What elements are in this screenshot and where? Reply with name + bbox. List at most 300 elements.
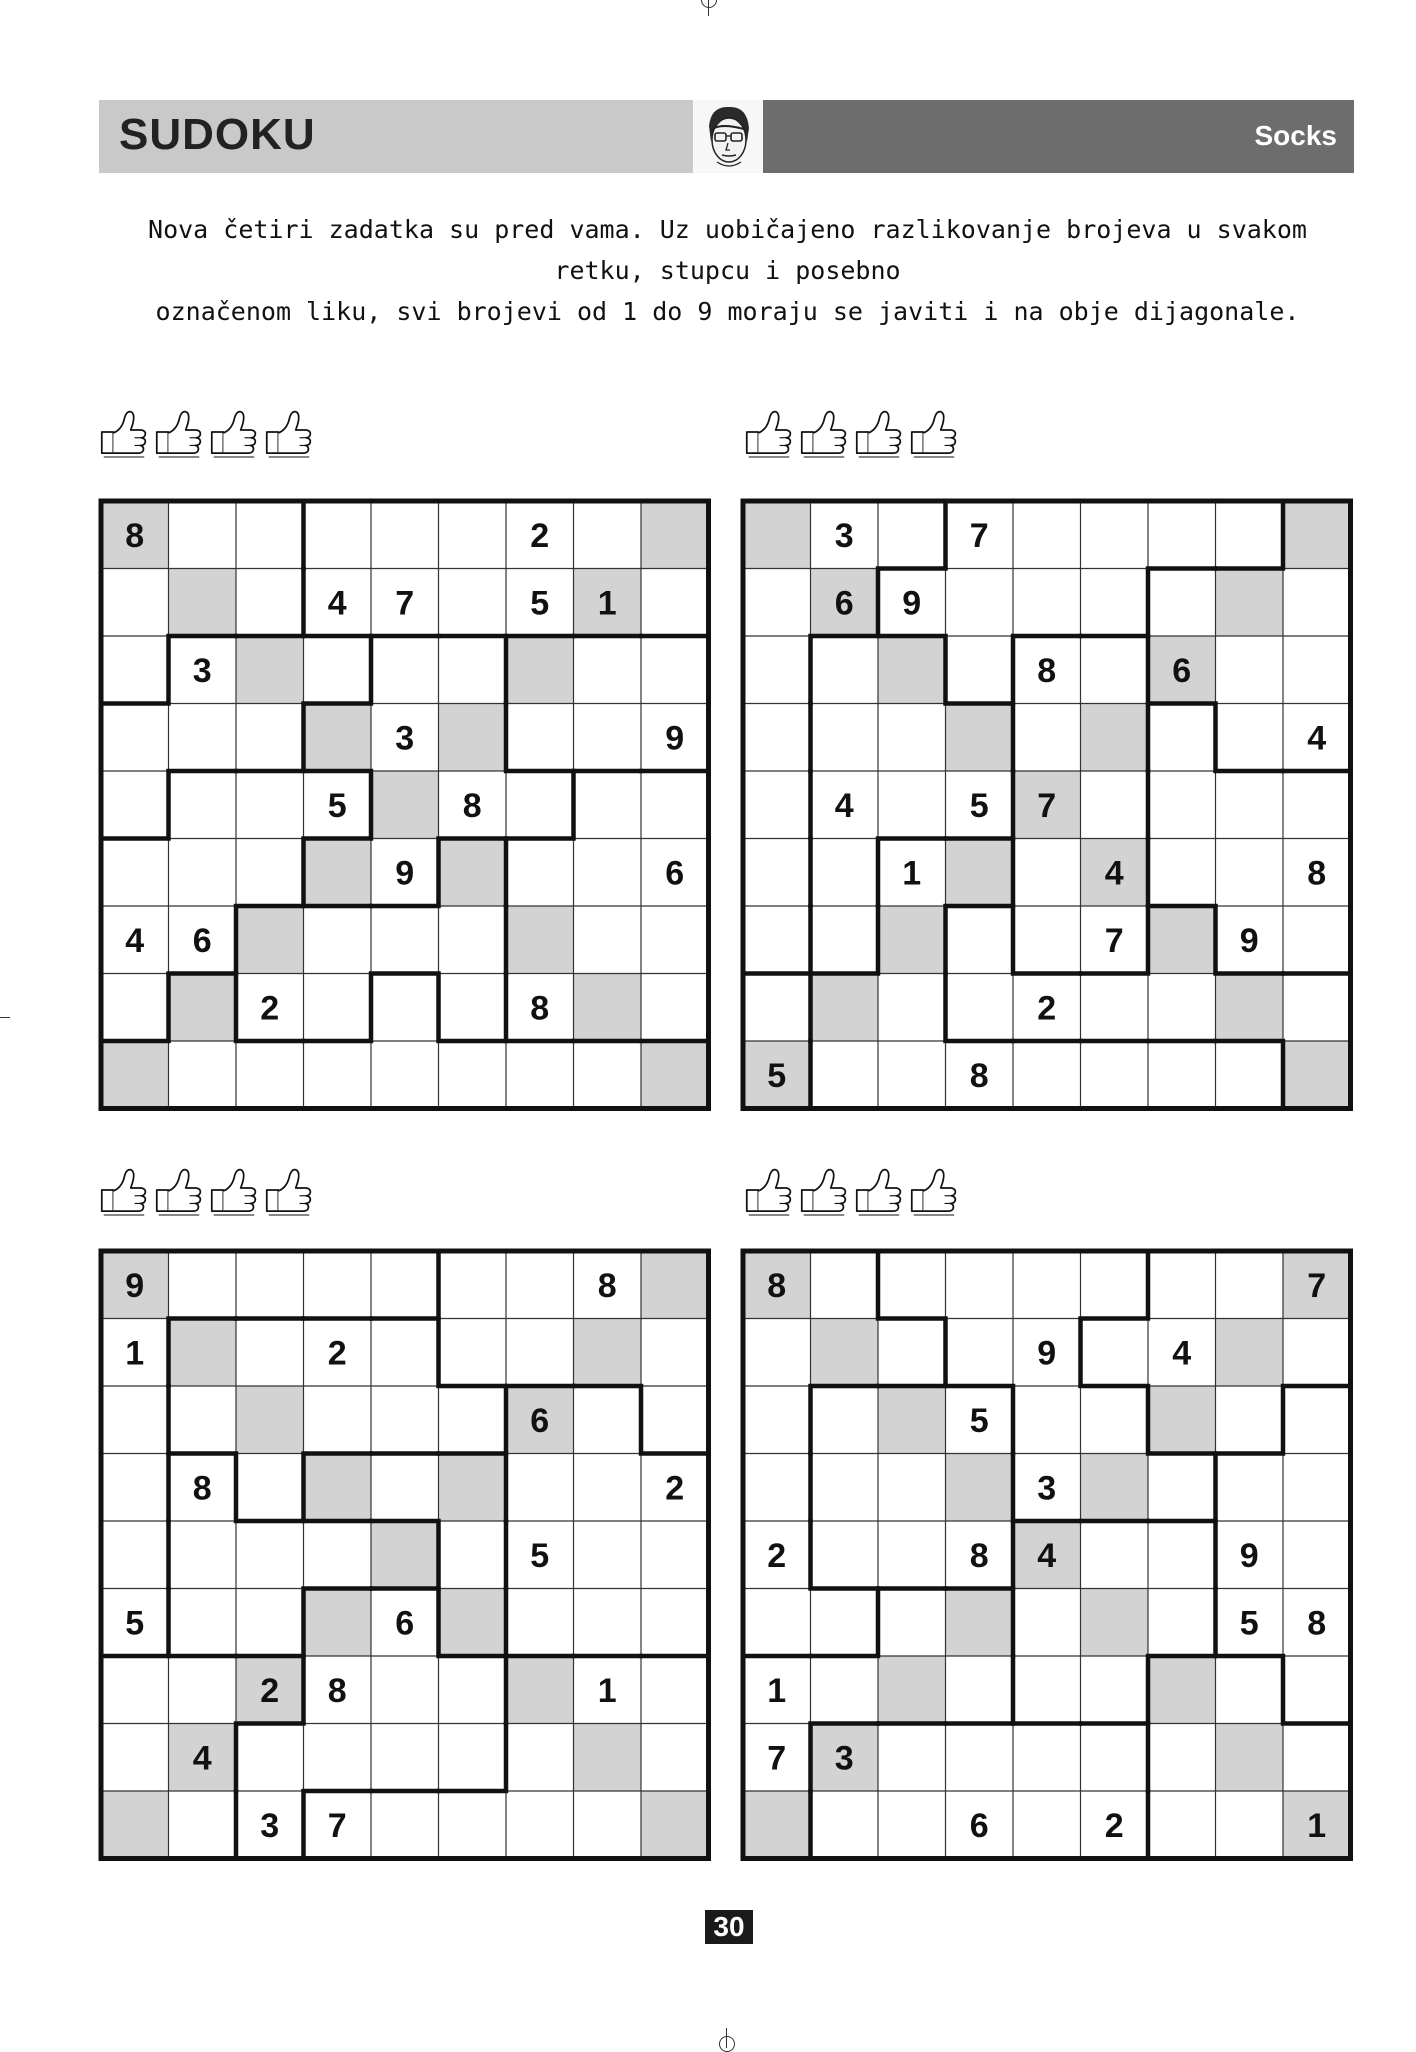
sudoku-cell xyxy=(169,501,237,569)
sudoku-cell xyxy=(236,771,304,839)
thumbs-up-icon xyxy=(96,1160,150,1218)
sudoku-cell xyxy=(743,569,811,637)
given-digit: 5 xyxy=(767,1056,787,1095)
given-digit: 7 xyxy=(1104,921,1124,960)
given-digit: 2 xyxy=(530,516,550,555)
thumbs-up-icon xyxy=(206,402,260,460)
given-digit: 8 xyxy=(767,1266,787,1305)
sudoku-cell xyxy=(641,1791,709,1859)
sudoku-cell xyxy=(946,839,1014,907)
given-digit: 6 xyxy=(530,1401,550,1440)
sudoku-cell xyxy=(1148,1724,1216,1792)
thumbs-up-icon xyxy=(851,1160,905,1218)
instructions-text xyxy=(100,209,1355,332)
sudoku-cell xyxy=(878,1656,946,1724)
sudoku-cell xyxy=(946,1386,1014,1454)
sudoku-cell xyxy=(641,704,709,772)
sudoku-cell xyxy=(1148,1791,1216,1859)
given-digit: 5 xyxy=(530,584,550,623)
sudoku-cell xyxy=(1283,704,1351,772)
sudoku-cell xyxy=(1081,501,1149,569)
sudoku-cell xyxy=(101,839,169,907)
sudoku-cell xyxy=(506,1386,574,1454)
header-banner xyxy=(99,100,1354,173)
sudoku-cell xyxy=(101,1589,169,1657)
given-digit: 6 xyxy=(834,584,854,623)
sudoku-cell xyxy=(946,569,1014,637)
sudoku-cell xyxy=(506,771,574,839)
sudoku-cell xyxy=(236,1521,304,1589)
sudoku-cell xyxy=(811,1656,879,1724)
given-digit: 4 xyxy=(834,786,854,825)
sudoku-cell xyxy=(574,1521,642,1589)
given-digit: 5 xyxy=(530,1536,550,1575)
sudoku-cell xyxy=(371,1386,439,1454)
given-digit: 3 xyxy=(192,651,212,690)
sudoku-cell xyxy=(574,906,642,974)
sudoku-cell xyxy=(1216,906,1284,974)
sudoku-cell xyxy=(371,704,439,772)
sudoku-cell xyxy=(1283,1251,1351,1319)
sudoku-cell xyxy=(1081,974,1149,1042)
sudoku-cell xyxy=(946,974,1014,1042)
sudoku-cell xyxy=(946,1041,1014,1109)
sudoku-cell xyxy=(1216,1656,1284,1724)
given-digit: 5 xyxy=(1239,1604,1259,1643)
sudoku-cell xyxy=(641,839,709,907)
sudoku-cell xyxy=(1216,636,1284,704)
sudoku-puzzle-2 xyxy=(740,498,1360,1118)
instructions-line-1: Nova četiri zadatka su pred vama. Uz uobičajeno razlikovanje brojeva u svakom retku, stupcu i posebno xyxy=(148,215,1307,285)
sudoku-cell xyxy=(811,906,879,974)
given-digit: 9 xyxy=(1037,1334,1057,1373)
given-digit: 6 xyxy=(395,1604,415,1643)
sudoku-cell xyxy=(811,704,879,772)
sudoku-cell xyxy=(743,1041,811,1109)
sudoku-cell xyxy=(506,1454,574,1522)
sudoku-cell xyxy=(439,1521,507,1589)
registration-mark-left xyxy=(0,1017,10,1018)
sudoku-cell xyxy=(236,501,304,569)
given-digit: 7 xyxy=(1037,786,1057,825)
given-digit: 6 xyxy=(192,921,212,960)
sudoku-cell xyxy=(1013,1041,1081,1109)
sudoku-cell xyxy=(641,501,709,569)
sudoku-cell xyxy=(371,1791,439,1859)
sudoku-cell xyxy=(811,501,879,569)
given-digit: 5 xyxy=(969,786,989,825)
sudoku-cell xyxy=(236,636,304,704)
sudoku-cell xyxy=(743,1791,811,1859)
sudoku-cell xyxy=(506,906,574,974)
sudoku-cell xyxy=(743,1454,811,1522)
sudoku-cell xyxy=(506,1791,574,1859)
sudoku-cell xyxy=(946,636,1014,704)
sudoku-cell xyxy=(101,1319,169,1387)
sudoku-cell xyxy=(946,1251,1014,1319)
sudoku-cell xyxy=(811,1724,879,1792)
sudoku-cell xyxy=(1283,1656,1351,1724)
given-digit: 8 xyxy=(192,1469,212,1508)
sudoku-cell xyxy=(169,704,237,772)
sudoku-cell xyxy=(946,501,1014,569)
sudoku-cell xyxy=(236,1041,304,1109)
given-digit: 6 xyxy=(665,854,685,893)
sudoku-cell xyxy=(811,771,879,839)
sudoku-cell xyxy=(304,1656,372,1724)
sudoku-cell xyxy=(1013,839,1081,907)
sudoku-cell xyxy=(946,1589,1014,1657)
thumbs-up-icon xyxy=(906,402,960,460)
sudoku-cell xyxy=(101,906,169,974)
given-digit: 7 xyxy=(327,1806,347,1845)
sudoku-cell xyxy=(878,974,946,1042)
sudoku-cell xyxy=(1081,771,1149,839)
sudoku-cell xyxy=(878,1041,946,1109)
sudoku-cell xyxy=(574,771,642,839)
sudoku-puzzle-3 xyxy=(98,1248,718,1868)
sudoku-cell xyxy=(641,906,709,974)
sudoku-cell xyxy=(236,1791,304,1859)
sudoku-cell xyxy=(574,1454,642,1522)
sudoku-cell xyxy=(743,1589,811,1657)
instructions-line-2: označenom liku, svi brojevi od 1 do 9 moraju se javiti i na obje dijagonale. xyxy=(155,297,1300,326)
sudoku-cell xyxy=(439,1791,507,1859)
sudoku-cell xyxy=(304,1386,372,1454)
sudoku-cell xyxy=(743,1386,811,1454)
given-digit: 4 xyxy=(1307,719,1327,758)
sudoku-cell xyxy=(169,771,237,839)
sudoku-cell xyxy=(439,704,507,772)
given-digit: 2 xyxy=(260,1671,280,1710)
sudoku-cell xyxy=(506,1724,574,1792)
thumbs-up-icon xyxy=(796,1160,850,1218)
thumbs-up-icon xyxy=(851,402,905,460)
registration-mark-bottom xyxy=(726,2028,727,2048)
thumbs-up-icon xyxy=(96,402,150,460)
sudoku-cell xyxy=(743,1724,811,1792)
sudoku-cell xyxy=(574,1791,642,1859)
sudoku-cell xyxy=(1283,1454,1351,1522)
sudoku-cell xyxy=(371,569,439,637)
given-digit: 2 xyxy=(260,989,280,1028)
sudoku-cell xyxy=(101,1454,169,1522)
sudoku-cell xyxy=(1216,501,1284,569)
sudoku-cell xyxy=(1081,1589,1149,1657)
sudoku-cell xyxy=(878,1791,946,1859)
page-number: 30 xyxy=(705,1910,753,1944)
sudoku-cell xyxy=(304,501,372,569)
sudoku-cell xyxy=(1013,1454,1081,1522)
sudoku-cell xyxy=(574,501,642,569)
sudoku-cell xyxy=(101,1386,169,1454)
sudoku-cell xyxy=(574,1041,642,1109)
given-digit: 2 xyxy=(767,1536,787,1575)
sudoku-cell xyxy=(1216,771,1284,839)
sudoku-cell xyxy=(304,1041,372,1109)
sudoku-cell xyxy=(1148,704,1216,772)
given-digit: 3 xyxy=(834,516,854,555)
header-author-panel xyxy=(763,100,1354,173)
sudoku-cell xyxy=(1283,1386,1351,1454)
given-digit: 7 xyxy=(969,516,989,555)
sudoku-cell xyxy=(878,906,946,974)
sudoku-cell xyxy=(371,1724,439,1792)
sudoku-cell xyxy=(371,1251,439,1319)
given-digit: 4 xyxy=(1172,1334,1192,1373)
sudoku-cell xyxy=(1283,1791,1351,1859)
given-digit: 6 xyxy=(969,1806,989,1845)
given-digit: 9 xyxy=(902,584,922,623)
sudoku-cell xyxy=(574,1589,642,1657)
sudoku-cell xyxy=(1013,1386,1081,1454)
given-digit: 1 xyxy=(125,1334,145,1373)
sudoku-cell xyxy=(101,501,169,569)
sudoku-cell xyxy=(101,1521,169,1589)
sudoku-cell xyxy=(506,1041,574,1109)
sudoku-cell xyxy=(439,1251,507,1319)
sudoku-cell xyxy=(1081,1251,1149,1319)
sudoku-cell xyxy=(743,839,811,907)
sudoku-cell xyxy=(1283,1589,1351,1657)
given-digit: 1 xyxy=(1307,1806,1327,1845)
given-digit: 3 xyxy=(395,719,415,758)
sudoku-cell xyxy=(304,636,372,704)
sudoku-cell xyxy=(1013,704,1081,772)
given-digit: 4 xyxy=(1037,1536,1057,1575)
sudoku-cell xyxy=(371,636,439,704)
sudoku-cell xyxy=(169,1589,237,1657)
given-digit: 2 xyxy=(327,1334,347,1373)
author-name: Socks xyxy=(1254,120,1337,151)
sudoku-cell xyxy=(1283,974,1351,1042)
sudoku-cell xyxy=(439,839,507,907)
thumbs-up-icon xyxy=(906,1160,960,1218)
sudoku-cell xyxy=(1283,636,1351,704)
sudoku-cell xyxy=(1013,906,1081,974)
sudoku-cell xyxy=(1148,1251,1216,1319)
sudoku-cell xyxy=(169,1656,237,1724)
given-digit: 8 xyxy=(1307,854,1327,893)
sudoku-cell xyxy=(1216,1791,1284,1859)
sudoku-cell xyxy=(1216,1454,1284,1522)
sudoku-cell xyxy=(506,1319,574,1387)
sudoku-cell xyxy=(946,1454,1014,1522)
sudoku-cell xyxy=(506,1589,574,1657)
sudoku-cell xyxy=(439,569,507,637)
sudoku-cell xyxy=(1013,1251,1081,1319)
given-digit: 5 xyxy=(125,1604,145,1643)
sudoku-cell xyxy=(169,1251,237,1319)
sudoku-cell xyxy=(439,501,507,569)
sudoku-cell xyxy=(506,839,574,907)
sudoku-cell xyxy=(1216,1386,1284,1454)
sudoku-cell xyxy=(641,569,709,637)
sudoku-cell xyxy=(1283,906,1351,974)
sudoku-cell xyxy=(506,1656,574,1724)
sudoku-cell xyxy=(1216,1251,1284,1319)
sudoku-cell xyxy=(1216,1521,1284,1589)
sudoku-cell xyxy=(946,704,1014,772)
sudoku-cell xyxy=(1148,771,1216,839)
given-digit: 8 xyxy=(530,989,550,1028)
sudoku-cell xyxy=(1148,1041,1216,1109)
sudoku-cell xyxy=(169,1724,237,1792)
sudoku-cell xyxy=(371,1041,439,1109)
sudoku-cell xyxy=(169,839,237,907)
sudoku-cell xyxy=(506,501,574,569)
sudoku-cell xyxy=(169,1041,237,1109)
sudoku-cell xyxy=(878,1589,946,1657)
sudoku-cell xyxy=(439,906,507,974)
sudoku-cell xyxy=(946,1791,1014,1859)
sudoku-cell xyxy=(878,839,946,907)
sudoku-cell xyxy=(101,974,169,1042)
sudoku-cell xyxy=(236,1454,304,1522)
given-digit: 8 xyxy=(327,1671,347,1710)
sudoku-cell xyxy=(1216,1319,1284,1387)
sudoku-cell xyxy=(236,704,304,772)
sudoku-cell xyxy=(1148,1319,1216,1387)
sudoku-cell xyxy=(371,1319,439,1387)
sudoku-cell xyxy=(641,1386,709,1454)
sudoku-cell xyxy=(371,906,439,974)
sudoku-puzzle-1 xyxy=(98,498,718,1118)
given-digit: 3 xyxy=(1037,1469,1057,1508)
sudoku-cell xyxy=(1081,1724,1149,1792)
sudoku-cell xyxy=(1283,1724,1351,1792)
sudoku-cell xyxy=(811,1041,879,1109)
sudoku-cell xyxy=(641,1041,709,1109)
given-digit: 8 xyxy=(462,786,482,825)
sudoku-cell xyxy=(743,906,811,974)
sudoku-cell xyxy=(878,501,946,569)
sudoku-cell xyxy=(574,636,642,704)
sudoku-cell xyxy=(946,906,1014,974)
sudoku-cell xyxy=(1081,1319,1149,1387)
given-digit: 2 xyxy=(1037,989,1057,1028)
sudoku-cell xyxy=(304,1724,372,1792)
sudoku-cell xyxy=(743,704,811,772)
sudoku-cell xyxy=(1081,636,1149,704)
sudoku-cell xyxy=(1216,974,1284,1042)
sudoku-cell xyxy=(878,704,946,772)
given-digit: 8 xyxy=(1037,651,1057,690)
sudoku-cell xyxy=(371,1454,439,1522)
given-digit: 8 xyxy=(1307,1604,1327,1643)
given-digit: 1 xyxy=(902,854,922,893)
sudoku-cell xyxy=(1081,704,1149,772)
thumbs-up-icon xyxy=(261,1160,315,1218)
sudoku-cell xyxy=(1081,1041,1149,1109)
sudoku-cell xyxy=(574,704,642,772)
sudoku-cell xyxy=(811,839,879,907)
sudoku-cell xyxy=(1148,906,1216,974)
given-digit: 3 xyxy=(834,1739,854,1778)
sudoku-cell xyxy=(1148,1454,1216,1522)
sudoku-cell xyxy=(1081,839,1149,907)
sudoku-cell xyxy=(1148,1589,1216,1657)
sudoku-cell xyxy=(304,771,372,839)
sudoku-cell xyxy=(1283,1521,1351,1589)
given-digit: 1 xyxy=(597,584,617,623)
sudoku-cell xyxy=(946,771,1014,839)
sudoku-cell xyxy=(574,569,642,637)
sudoku-cell xyxy=(878,1724,946,1792)
sudoku-cell xyxy=(101,1724,169,1792)
sudoku-cell xyxy=(641,771,709,839)
sudoku-cell xyxy=(1283,1041,1351,1109)
sudoku-cell xyxy=(1216,704,1284,772)
sudoku-cell xyxy=(1081,1656,1149,1724)
sudoku-cell xyxy=(439,1319,507,1387)
given-digit: 7 xyxy=(395,584,415,623)
sudoku-cell xyxy=(878,1319,946,1387)
sudoku-cell xyxy=(101,636,169,704)
sudoku-cell xyxy=(641,1656,709,1724)
thumbs-up-icon xyxy=(796,402,850,460)
sudoku-cell xyxy=(878,636,946,704)
sudoku-cell xyxy=(811,1386,879,1454)
sudoku-cell xyxy=(304,1791,372,1859)
sudoku-cell xyxy=(439,1041,507,1109)
sudoku-cell xyxy=(574,974,642,1042)
sudoku-cell xyxy=(1013,1791,1081,1859)
sudoku-cell xyxy=(743,636,811,704)
sudoku-cell xyxy=(304,704,372,772)
sudoku-cell xyxy=(574,1251,642,1319)
sudoku-cell xyxy=(574,1724,642,1792)
sudoku-cell xyxy=(1283,1319,1351,1387)
sudoku-cell xyxy=(101,1791,169,1859)
sudoku-cell xyxy=(101,1251,169,1319)
sudoku-cell xyxy=(878,569,946,637)
difficulty-rating-4 xyxy=(741,1160,961,1220)
sudoku-cell xyxy=(743,1319,811,1387)
sudoku-cell xyxy=(371,771,439,839)
sudoku-cell xyxy=(506,1251,574,1319)
given-digit: 8 xyxy=(597,1266,617,1305)
difficulty-rating-2 xyxy=(741,402,961,462)
sudoku-cell xyxy=(1081,906,1149,974)
thumbs-up-icon xyxy=(151,402,205,460)
sudoku-cell xyxy=(371,501,439,569)
sudoku-cell xyxy=(304,974,372,1042)
sudoku-cell xyxy=(1013,1521,1081,1589)
given-digit: 4 xyxy=(1104,854,1124,893)
sudoku-cell xyxy=(1081,1454,1149,1522)
sudoku-cell xyxy=(506,974,574,1042)
sudoku-cell xyxy=(1148,1386,1216,1454)
sudoku-cell xyxy=(1216,839,1284,907)
given-digit: 9 xyxy=(395,854,415,893)
given-digit: 4 xyxy=(192,1739,212,1778)
sudoku-cell xyxy=(1013,1724,1081,1792)
sudoku-puzzle-4 xyxy=(740,1248,1360,1868)
sudoku-cell xyxy=(1283,771,1351,839)
sudoku-cell xyxy=(946,1724,1014,1792)
sudoku-cell xyxy=(101,771,169,839)
sudoku-cell xyxy=(371,1521,439,1589)
given-digit: 9 xyxy=(125,1266,145,1305)
sudoku-cell xyxy=(1283,569,1351,637)
given-digit: 7 xyxy=(767,1739,787,1778)
given-digit: 5 xyxy=(327,786,347,825)
author-portrait-icon xyxy=(693,100,763,173)
sudoku-cell xyxy=(169,1454,237,1522)
sudoku-cell xyxy=(641,974,709,1042)
sudoku-cell xyxy=(439,1454,507,1522)
